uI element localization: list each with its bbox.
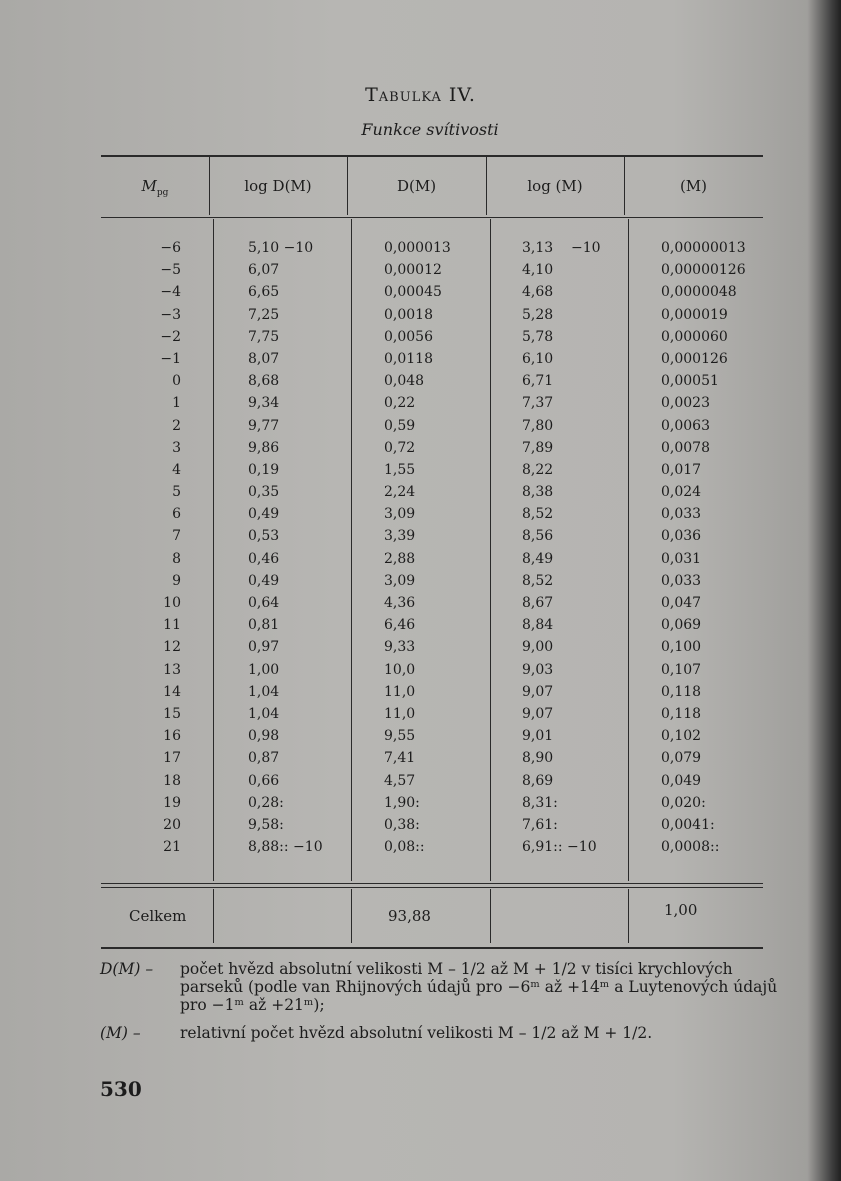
column-log-dm xyxy=(248,237,378,858)
table-cell: 8,69 xyxy=(522,772,554,789)
table-cell: 3 xyxy=(172,439,181,456)
table-cell: 7,25 xyxy=(248,306,280,323)
table-cell: 9,86 xyxy=(248,439,280,456)
table-cell: 11,0 xyxy=(384,705,416,722)
table-cell: 5 xyxy=(172,484,181,501)
table-cell: 18 xyxy=(163,772,181,789)
table-cell: 8,56 xyxy=(522,528,554,545)
table-cell: 9,33 xyxy=(384,639,416,656)
table-cell: 8,38 xyxy=(522,484,554,501)
table-cell: 2 xyxy=(172,417,181,434)
footer-divider-2 xyxy=(351,889,352,943)
table-cell: 9,07 xyxy=(522,705,554,722)
footer-divider-1 xyxy=(213,889,214,943)
table-cell: 12 xyxy=(163,639,181,656)
table-cell: 3,13 −10 xyxy=(522,240,601,256)
table-cell: 0,047 xyxy=(661,595,702,611)
header-log-dm: log D(M) xyxy=(244,177,312,195)
table-cell: 16 xyxy=(163,728,181,745)
footer-d-total: 93,88 xyxy=(388,907,431,925)
table-cell: 1,04 xyxy=(248,683,280,700)
table-cell: 6,46 xyxy=(384,617,416,634)
footer-m-total: 1,00 xyxy=(664,901,698,919)
table-cell: 1 xyxy=(172,395,181,412)
table-cell: 8,07 xyxy=(248,350,280,367)
table-cell: 0,81 xyxy=(248,617,280,634)
table-cell: 9,58: xyxy=(248,816,284,833)
table-cell: 10,0 xyxy=(384,661,416,678)
table-cell: 9,03 xyxy=(522,661,554,678)
table-subtitle: Funkce svítivosti xyxy=(361,120,499,139)
table-cell: 0,118 xyxy=(661,705,702,722)
note-text: relativní počet hvězd absolutní velikosti M – 1/2 až M + 1/2. xyxy=(180,1024,653,1042)
table-cell: 19 xyxy=(163,794,181,811)
table-cell: 0,53 xyxy=(248,528,280,545)
table-cell: 0,024 xyxy=(661,484,702,501)
table-cell: 8,88:: −10 xyxy=(248,839,323,856)
table-cell: −1 xyxy=(160,350,181,367)
table-cell: 0,00045 xyxy=(384,284,442,301)
table-cell: 0,0023 xyxy=(661,395,710,412)
table-cell: 8,68 xyxy=(248,373,280,390)
table-cell: 6,65 xyxy=(248,284,280,301)
table-cell: 0,036 xyxy=(661,528,702,545)
luminosity-function-table xyxy=(101,155,763,949)
footer-rule xyxy=(101,883,763,884)
header-m: (M) xyxy=(679,177,708,195)
table-cell: 1,04 xyxy=(248,705,280,722)
table-cell: −6 xyxy=(160,240,181,256)
table-cell: 0,000060 xyxy=(661,328,728,345)
table-cell: 0,0000048 xyxy=(661,284,737,301)
table-cell: 8,49 xyxy=(522,550,554,567)
table-cell: 10 xyxy=(163,595,181,611)
table-cell: 21 xyxy=(163,839,181,856)
table-cell: 0,100 xyxy=(661,639,702,656)
column-mpg xyxy=(121,237,181,858)
table-cell: 7 xyxy=(172,528,181,545)
table-cell: 3,09 xyxy=(384,572,416,589)
table-cell: 0,66 xyxy=(248,772,280,789)
table-cell: 6,10 xyxy=(522,350,554,367)
table-cell: 0,49 xyxy=(248,572,280,589)
table-cell: 11,0 xyxy=(384,683,416,700)
table-cell: 20 xyxy=(163,816,181,833)
table-cell: 0,033 xyxy=(661,506,702,523)
table-cell: 0,102 xyxy=(661,728,702,745)
table-cell: 6 xyxy=(172,506,181,523)
table-cell: 6,91:: −10 xyxy=(522,839,597,856)
table-cell: 5,10 −10 xyxy=(248,240,314,256)
table-cell: 9,01 xyxy=(522,728,554,745)
column-dm xyxy=(384,237,484,858)
table-cell: 0,017 xyxy=(661,461,702,478)
table-cell: 0,87 xyxy=(248,750,280,767)
table-cell: 9,00 xyxy=(522,639,554,656)
table-cell: 3,09 xyxy=(384,506,416,523)
footer-rule-2 xyxy=(101,887,763,888)
header-rule xyxy=(101,217,763,218)
table-cell: 7,61: xyxy=(522,816,558,833)
table-cell: 17 xyxy=(163,750,181,767)
table-cell: 0,64 xyxy=(248,595,280,611)
table-cell: 5,28 xyxy=(522,306,554,323)
table-cell: 0,97 xyxy=(248,639,280,656)
table-cell: 0,048 xyxy=(384,373,425,390)
table-cell: 0,19 xyxy=(248,461,280,478)
table-cell: 14 xyxy=(163,683,181,700)
table-cell: 4,68 xyxy=(522,284,554,301)
table-cell: 0,00051 xyxy=(661,373,719,390)
footer-divider-3 xyxy=(490,889,491,943)
table-cell: 0,59 xyxy=(384,417,416,434)
table-cell: 0,033 xyxy=(661,572,702,589)
table-cell: 9,34 xyxy=(248,395,280,412)
column-log-m xyxy=(522,237,642,858)
header-dm: D(M) xyxy=(396,177,437,195)
table-cell: 7,75 xyxy=(248,328,280,345)
note-dm xyxy=(100,960,780,1014)
table-cell: 0,000013 xyxy=(384,240,451,256)
table-cell: 9,55 xyxy=(384,728,416,745)
table-cell: 8,22 xyxy=(522,461,554,478)
note-m xyxy=(100,1024,780,1042)
table-cell: 8,90 xyxy=(522,750,554,767)
table-title: Tabulka IV. xyxy=(365,84,476,106)
table-cell: 0,0056 xyxy=(384,328,433,345)
table-cell: 8,52 xyxy=(522,572,554,589)
page-number: 530 xyxy=(100,1077,142,1101)
table-cell: 0,118 xyxy=(661,683,702,700)
table-cell: 0,00000013 xyxy=(661,240,746,256)
table-cell: 4,36 xyxy=(384,595,416,611)
table-cell: 6,07 xyxy=(248,262,280,279)
table-cell: 0,069 xyxy=(661,617,702,634)
table-cell: 1,90: xyxy=(384,794,420,811)
table-cell: 6,71 xyxy=(522,373,554,390)
table-cell: 11 xyxy=(163,617,181,634)
table-cell: 0,0118 xyxy=(384,350,433,367)
table-cell: 0,00000126 xyxy=(661,262,746,279)
table-cell: 9,07 xyxy=(522,683,554,700)
column-m xyxy=(661,237,781,858)
column-divider-3-body xyxy=(490,219,491,881)
table-cell: 4 xyxy=(172,461,181,478)
table-cell: 0,0018 xyxy=(384,306,433,323)
table-cell: 0,0041: xyxy=(661,816,715,833)
table-cell: 7,89 xyxy=(522,439,554,456)
table-cell: 0,08:: xyxy=(384,839,425,856)
table-cell: 0,0063 xyxy=(661,417,710,434)
table-cell: 0,72 xyxy=(384,439,416,456)
table-notes xyxy=(100,960,780,1052)
table-cell: 5,78 xyxy=(522,328,554,345)
table-cell: 1,55 xyxy=(384,461,416,478)
table-cell: 3,39 xyxy=(384,528,416,545)
table-cell: 0,38: xyxy=(384,816,420,833)
table-cell: 4,57 xyxy=(384,772,416,789)
table-cell: 0,0078 xyxy=(661,439,710,456)
note-symbol: (M) – xyxy=(100,1024,141,1042)
table-cell: 0,46 xyxy=(248,550,280,567)
table-cell: 0,031 xyxy=(661,550,702,567)
table-cell: 0,35 xyxy=(248,484,280,501)
table-cell: 4,10 xyxy=(522,262,554,279)
table-cell: 0,22 xyxy=(384,395,416,412)
table-cell: −2 xyxy=(160,328,181,345)
table-cell: 0,00012 xyxy=(384,262,442,279)
table-cell: 8,31: xyxy=(522,794,558,811)
table-cell: 8,52 xyxy=(522,506,554,523)
table-cell: 0,98 xyxy=(248,728,280,745)
table-cell: 2,24 xyxy=(384,484,416,501)
table-cell: 0,49 xyxy=(248,506,280,523)
table-cell: 0,020: xyxy=(661,794,706,811)
column-divider-1-body xyxy=(213,219,214,881)
table-cell: 0,28: xyxy=(248,794,284,811)
header-mpg: $M_{pg}$ xyxy=(141,177,169,198)
table-cell: −4 xyxy=(160,284,181,301)
table-cell: −3 xyxy=(160,306,181,323)
table-cell: 0 xyxy=(172,373,181,390)
table-cell: 15 xyxy=(163,705,181,722)
table-cell: 8 xyxy=(172,550,181,567)
footer-label: Celkem xyxy=(129,907,187,925)
table-cell: 0,0008:: xyxy=(661,839,720,856)
table-cell: 7,37 xyxy=(522,395,554,412)
table-cell: −5 xyxy=(160,262,181,279)
table-cell: 13 xyxy=(163,661,181,678)
header-log-m: log (M) xyxy=(527,177,583,195)
table-cell: 2,88 xyxy=(384,550,416,567)
footer-divider-4 xyxy=(628,889,629,943)
table-cell: 1,00 xyxy=(248,661,280,678)
table-cell: 7,80 xyxy=(522,417,554,434)
table-cell: 9 xyxy=(172,572,181,589)
table-cell: 8,67 xyxy=(522,595,554,611)
note-symbol: D(M) – xyxy=(100,960,154,978)
table-cell: 7,41 xyxy=(384,750,416,767)
table-cell: 8,84 xyxy=(522,617,554,634)
table-cell: 0,049 xyxy=(661,772,702,789)
note-text: počet hvězd absolutní velikosti M – 1/2 až M + 1/2 v tisíci krychlových parseků (podle van Rhijnových údajů pro −6ᵐ až +14ᵐ a Luytenových údajů pro −1ᵐ až +21ᵐ); xyxy=(180,960,778,1014)
table-cell: 0,000126 xyxy=(661,350,728,367)
table-cell: 0,079 xyxy=(661,750,702,767)
table-cell: 0,000019 xyxy=(661,306,728,323)
table-cell: 9,77 xyxy=(248,417,280,434)
table-cell: 0,107 xyxy=(661,661,702,678)
